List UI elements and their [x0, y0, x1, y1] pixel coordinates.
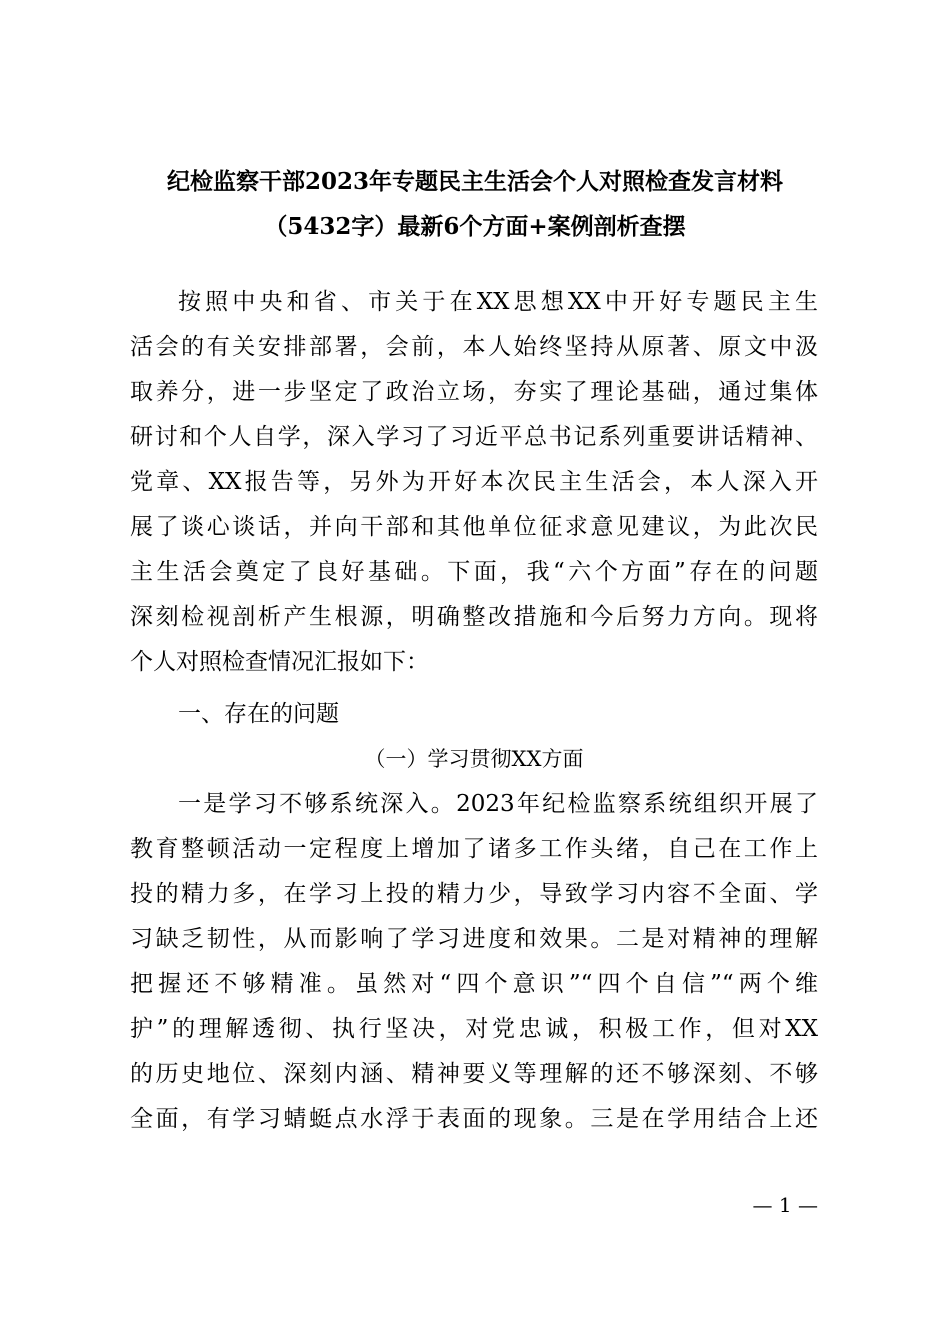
document-title-line-1: 纪检监察干部2023年专题民主生活会个人对照检查发言材料 — [166, 168, 783, 195]
body-line: 投的精力多，在学习上投的精力少，导致学习内容不全面、学 — [130, 881, 818, 907]
body-line: 一是学习不够系统深入。2023年纪检监察系统组织开展了 — [178, 791, 818, 817]
intro-line: 展了谈心谈话，并向干部和其他单位征求意见建议，为此次民 — [130, 514, 818, 540]
intro-line: 活会的有关安排部署，会前，本人始终坚持从原著、原文中汲 — [130, 334, 818, 360]
intro-line: 按照中央和省、市关于在XX思想XX中开好专题民主生 — [178, 289, 818, 315]
intro-line: 个人对照检查情况汇报如下： — [130, 649, 429, 675]
body-line: 护”的理解透彻、执行坚决，对党忠诚，积极工作，但对XX — [130, 1016, 818, 1042]
intro-line: 深刻检视剖析产生根源，明确整改措施和今后努力方向。现将 — [130, 604, 818, 630]
body-line: 的历史地位、深刻内涵、精神要义等理解的还不够深刻、不够 — [130, 1061, 818, 1087]
intro-line: 研讨和个人自学，深入学习了习近平总书记系列重要讲话精神、 — [130, 424, 818, 450]
intro-line: 取养分，进一步坚定了政治立场，夯实了理论基础，通过集体 — [130, 379, 818, 405]
intro-line: 主生活会奠定了良好基础。下面，我“六个方面”存在的问题 — [130, 559, 818, 585]
body-line: 全面，有学习蜻蜓点水浮于表面的现象。三是在学用结合上还 — [130, 1106, 818, 1132]
document-title-line-2: （5432字）最新6个方面+案例剖析查摆 — [264, 213, 686, 240]
page-number: — 1 — — [752, 1193, 818, 1217]
subsection-heading: （一）学习贯彻XX方面 — [364, 747, 584, 771]
body-line: 习缺乏韧性，从而影响了学习进度和效果。二是对精神的理解 — [130, 926, 818, 952]
body-line: 教育整顿活动一定程度上增加了诸多工作头绪，自己在工作上 — [130, 836, 818, 862]
section-heading: 一、存在的问题 — [178, 701, 339, 727]
body-line: 把握还不够精准。虽然对“四个意识”“四个自信”“两个维 — [130, 971, 818, 997]
intro-line: 党章、XX报告等，另外为开好本次民主生活会，本人深入开 — [130, 469, 818, 495]
